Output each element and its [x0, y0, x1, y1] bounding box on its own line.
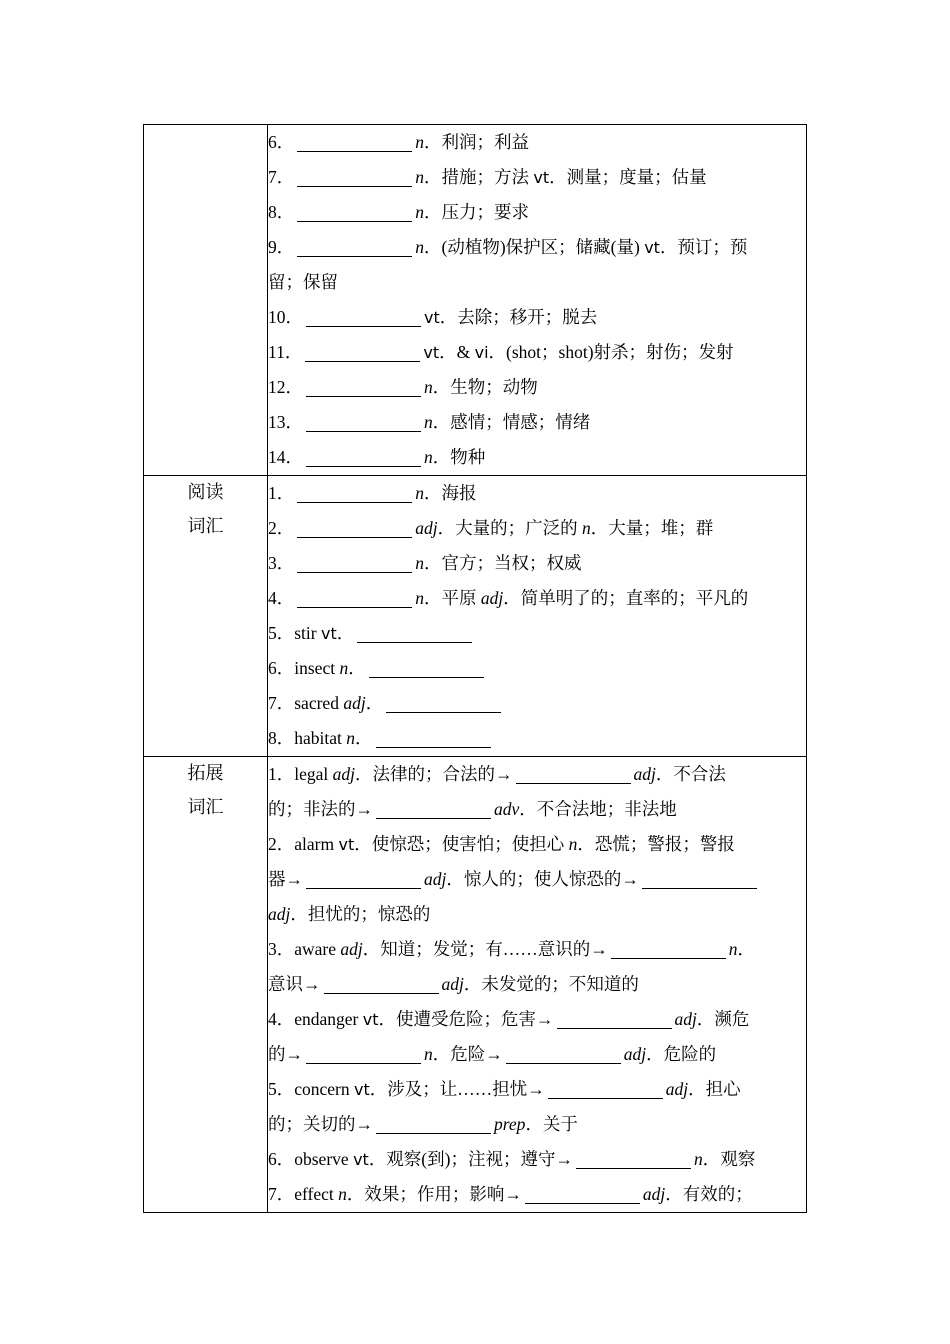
answer-blank[interactable] [297, 552, 412, 573]
entry-line [268, 125, 806, 160]
answer-blank[interactable] [376, 798, 491, 819]
entry-text: n．官方；当权；权威 [415, 553, 582, 573]
entry-text: adj．未发觉的；不知道的 [441, 974, 639, 994]
entry-text: adj．担忧的；惊恐的 [268, 904, 431, 924]
answer-blank[interactable] [376, 1113, 491, 1134]
entries-cell [268, 476, 807, 757]
entry-text: n．危险→ [424, 1044, 503, 1064]
entry-text: 7．sacred adj． [268, 693, 384, 713]
entry-line [268, 195, 806, 230]
entry-text: 13． [268, 412, 303, 432]
category-cell [144, 476, 268, 757]
answer-blank[interactable] [297, 587, 412, 608]
entry-text: prep．关于 [494, 1114, 578, 1134]
category-label: 拓展 词汇 [187, 763, 224, 818]
answer-blank[interactable] [306, 868, 421, 889]
entry-text: 的；关切的→ [268, 1114, 373, 1134]
entry-line [268, 862, 806, 897]
entry-line [268, 1002, 806, 1037]
answer-blank[interactable] [297, 166, 412, 187]
entry-text: n．压力；要求 [415, 202, 529, 222]
entry-text: 1．legal adj．法律的；合法的→ [268, 764, 513, 784]
entry-line [268, 686, 806, 721]
entry-line [268, 932, 806, 967]
answer-blank[interactable] [305, 341, 420, 362]
entry-text: 3．aware adj．知道；发觉；有……意识的→ [268, 939, 608, 959]
entry-text: 5．concern vt．涉及；让……担忧→ [268, 1079, 545, 1099]
entry-text: n．感情；情感；情绪 [424, 412, 591, 432]
answer-blank[interactable] [297, 236, 412, 257]
entry-text: adj．不合法 [633, 764, 726, 784]
entry-line [268, 757, 806, 792]
entry-line [268, 1037, 806, 1072]
entry-text: 意识→ [268, 974, 321, 994]
entry-line [268, 476, 806, 511]
entry-text: 8．habitat n． [268, 728, 373, 748]
answer-blank[interactable] [557, 1008, 672, 1029]
table-row [144, 476, 807, 757]
answer-blank[interactable] [306, 446, 421, 467]
entry-line [268, 546, 806, 581]
entry-text: n．物种 [424, 447, 486, 467]
answer-blank[interactable] [306, 306, 421, 327]
entry-text: 3． [268, 553, 295, 573]
entry-text: 6． [268, 132, 295, 152]
entry-line [268, 1107, 806, 1142]
entry-text: 6．observe vt．观察(到)；注视；遵守→ [268, 1149, 573, 1169]
entry-text: n．观察 [693, 1149, 756, 1169]
entry-text: 11． [268, 342, 303, 362]
entry-text: 8． [268, 202, 295, 222]
entry-text: adv．不合法地；非法地 [494, 799, 677, 819]
entry-line [268, 335, 806, 370]
answer-blank[interactable] [548, 1078, 663, 1099]
entry-line [268, 1142, 806, 1177]
entry-line [268, 440, 806, 475]
entry-line [268, 405, 806, 440]
answer-blank[interactable] [611, 938, 726, 959]
entries-cell [268, 125, 807, 476]
entry-text: 1． [268, 483, 295, 503]
entry-text: 的；非法的→ [268, 799, 373, 819]
entry-text: 5．stir vt． [268, 623, 355, 643]
entry-text: 7． [268, 167, 295, 187]
entry-text: adj．大量的；广泛的 n．大量；堆；群 [415, 518, 714, 538]
entry-text: adj．有效的； [642, 1184, 753, 1204]
answer-blank[interactable] [306, 1043, 421, 1064]
answer-blank[interactable] [525, 1183, 640, 1204]
entry-text: n．利润；利益 [415, 132, 529, 152]
answer-blank[interactable] [386, 692, 501, 713]
entry-text: 12． [268, 377, 303, 397]
table-row [144, 125, 807, 476]
entry-text: n．(动植物)保护区；储藏(量) vt．预订；预 [415, 237, 748, 257]
entry-line [268, 581, 806, 616]
entry-text: 留；保留 [268, 272, 338, 292]
entry-line [268, 230, 806, 265]
entry-text: adj．担心 [665, 1079, 741, 1099]
answer-blank[interactable] [369, 657, 484, 678]
entry-line [268, 370, 806, 405]
entries-cell [268, 757, 807, 1213]
entry-text: 9． [268, 237, 295, 257]
entry-text: 2．alarm vt．使惊恐；使害怕；使担心 n．恐慌；警报；警报 [268, 834, 735, 854]
entry-text: 4．endanger vt．使遭受危险；危害→ [268, 1009, 554, 1029]
entry-text: n．平原 adj．简单明了的；直率的；平凡的 [415, 588, 749, 608]
entry-text: adj．濒危 [674, 1009, 750, 1029]
entry-text: n． [728, 939, 756, 959]
answer-blank[interactable] [376, 727, 491, 748]
entry-text: 器→ [268, 869, 303, 889]
table-row [144, 757, 807, 1213]
entry-text: n．生物；动物 [424, 377, 538, 397]
answer-blank[interactable] [516, 763, 631, 784]
entry-line [268, 651, 806, 686]
vocabulary-table-body [144, 125, 807, 1213]
entry-line [268, 792, 806, 827]
entry-text: 4． [268, 588, 295, 608]
category-label: 阅读 词汇 [187, 482, 224, 537]
answer-blank[interactable] [297, 201, 412, 222]
entry-text: 2． [268, 518, 295, 538]
answer-blank[interactable] [506, 1043, 621, 1064]
entry-line [268, 827, 806, 862]
answer-blank[interactable] [306, 376, 421, 397]
entry-line [268, 265, 806, 300]
entry-text: adj．危险的 [623, 1044, 717, 1064]
entry-text: n．措施；方法 vt．测量；度量；估量 [415, 167, 707, 187]
answer-blank[interactable] [297, 482, 412, 503]
answer-blank[interactable] [324, 973, 439, 994]
entry-text: vt．& vi．(shot；shot)射杀；射伤；发射 [423, 342, 734, 362]
entry-text: 10． [268, 307, 303, 327]
entry-line [268, 967, 806, 1002]
entry-line [268, 1177, 806, 1212]
category-cell [144, 125, 268, 476]
entry-line [268, 616, 806, 651]
entry-text: 14． [268, 447, 303, 467]
entry-text: n．海报 [415, 483, 477, 503]
category-cell [144, 757, 268, 1213]
entry-text: vt．去除；移开；脱去 [424, 307, 598, 327]
answer-blank[interactable] [297, 517, 412, 538]
entry-text: 7．effect n．效果；作用；影响→ [268, 1184, 522, 1204]
answer-blank[interactable] [306, 411, 421, 432]
entry-line [268, 1072, 806, 1107]
entry-line [268, 897, 806, 932]
entry-line [268, 300, 806, 335]
answer-blank[interactable] [576, 1148, 691, 1169]
entry-text: 6．insect n． [268, 658, 366, 678]
entry-text: 的→ [268, 1044, 303, 1064]
answer-blank[interactable] [642, 868, 757, 889]
entry-line [268, 160, 806, 195]
entry-line [268, 721, 806, 756]
vocabulary-table [143, 124, 807, 1213]
answer-blank[interactable] [357, 622, 472, 643]
entry-line [268, 511, 806, 546]
answer-blank[interactable] [297, 131, 412, 152]
entry-text: adj．惊人的；使人惊恐的→ [424, 869, 639, 889]
